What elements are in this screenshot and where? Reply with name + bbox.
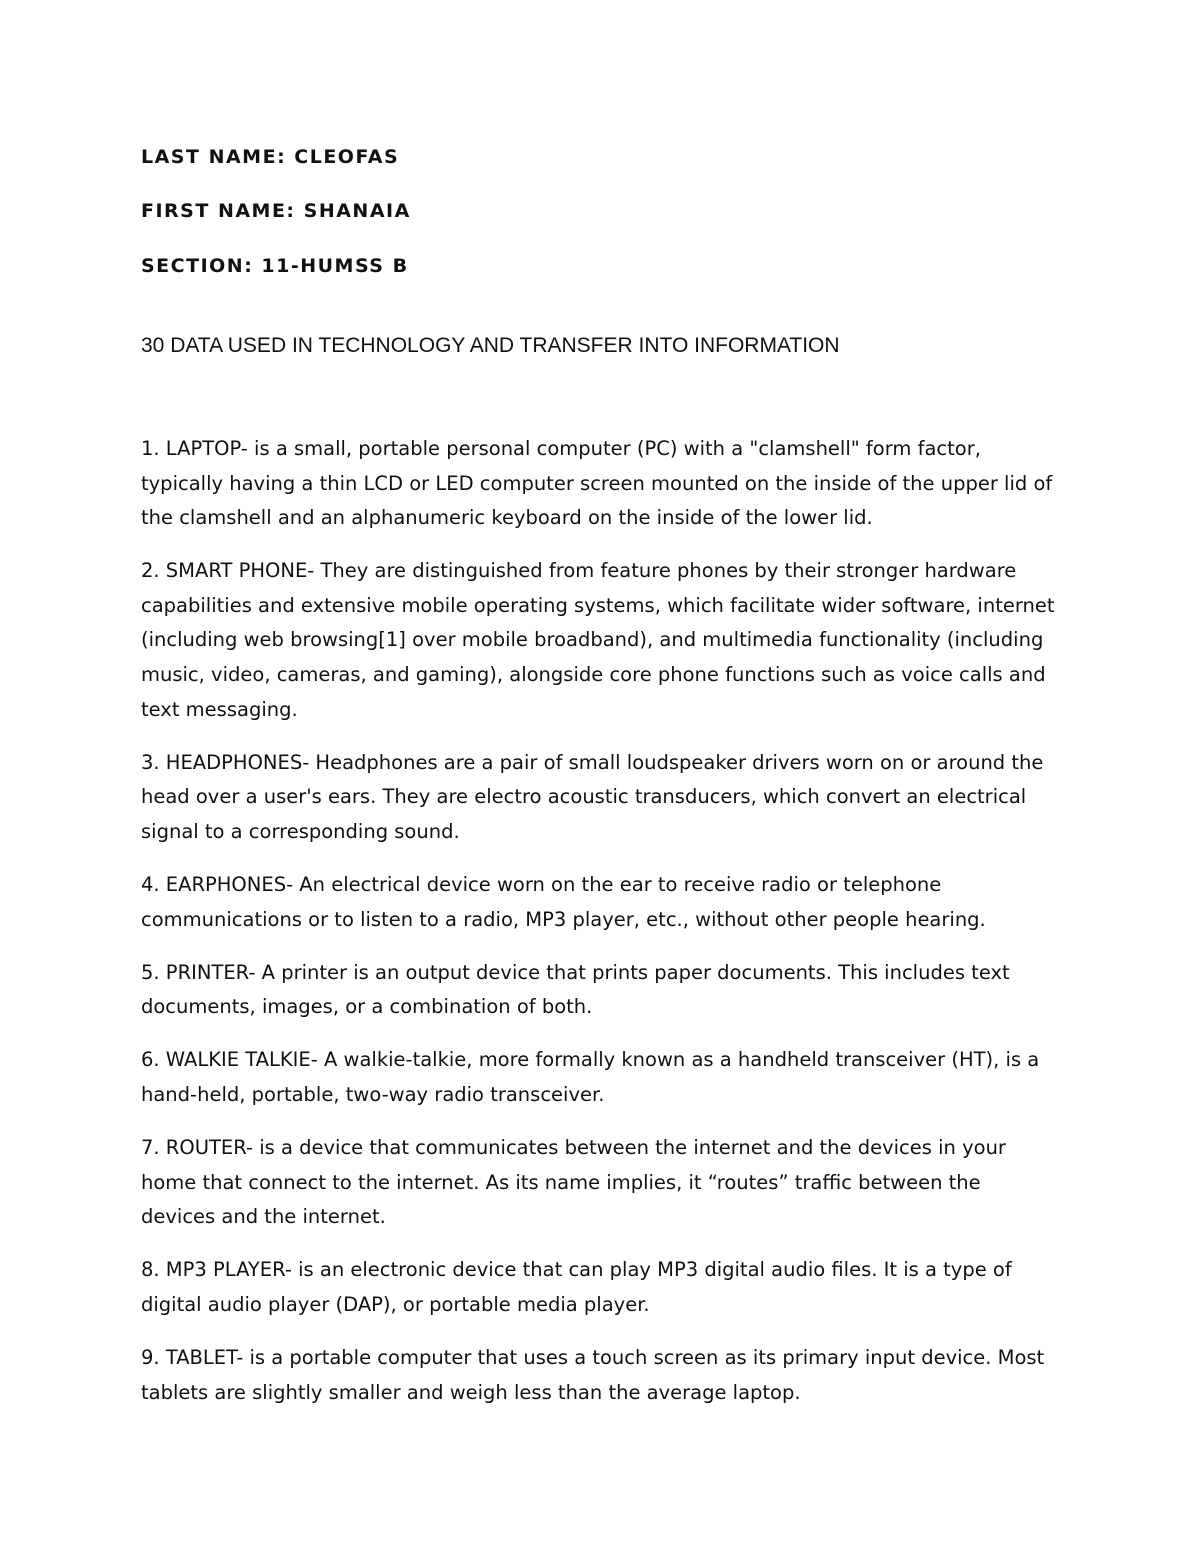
list-item: 5. PRINTER- A printer is an output device that prints paper documents. This includes text documents, images, or a combination of both. bbox=[141, 960, 1010, 1019]
list-item: 6. WALKIE TALKIE- A walkie-talkie, more formally known as a handheld transceiver (HT), is a hand-held, portable, two-way radio transceiver. bbox=[141, 1048, 1040, 1106]
list-item: 2. SMART PHONE- They are distinguished from feature phones by their stronger hardware capabilities and extensive mobile operating systems, which facilitate wider software, internet (including web browsing[1] over mobile broadband), and multimedia functionality (including music, video, cameras, and gaming), alongside core phone functions such as voice calls and text messaging. bbox=[141, 559, 1055, 721]
last-name-line: LAST NAME: CLEOFAS bbox=[141, 146, 400, 168]
list-item: 7. ROUTER- is a device that communicates between the internet and the devices in your home that connect to the internet. As its name implies, it “routes” traffic between the devices and the internet. bbox=[141, 1136, 1006, 1229]
list-item: 3. HEADPHONES- Headphones are a pair of small loudspeaker drivers worn on or around the head over a user's ears. They are electro acoustic transducers, which convert an electrical signal to a corresponding sound. bbox=[141, 750, 1044, 843]
item-list bbox=[141, 432, 1061, 1429]
first-name-line: FIRST NAME: SHANAIA bbox=[141, 200, 411, 222]
section-line: SECTION: 11-HUMSS B bbox=[141, 255, 409, 277]
list-item: 8. MP3 PLAYER- is an electronic device that can play MP3 digital audio files. It is a type of digital audio player (DAP), or portable media player. bbox=[141, 1258, 1012, 1316]
list-item: 1. LAPTOP- is a small, portable personal computer (PC) with a "clamshell" form factor, typically having a thin LCD or LED computer screen mounted on the inside of the upper lid of the clamshell and an alphanumeric keyboard on the inside of the lower lid. bbox=[141, 437, 1053, 530]
list-item: 9. TABLET- is a portable computer that uses a touch screen as its primary input device. Most tablets are slightly smaller and weigh less than the average laptop. bbox=[141, 1346, 1045, 1404]
document-title: 30 DATA USED IN TECHNOLOGY AND TRANSFER INTO INFORMATION bbox=[141, 334, 840, 357]
list-item: 4. EARPHONES- An electrical device worn on the ear to receive radio or telephone communications or to listen to a radio, MP3 player, etc., without other people hearing. bbox=[141, 873, 986, 931]
